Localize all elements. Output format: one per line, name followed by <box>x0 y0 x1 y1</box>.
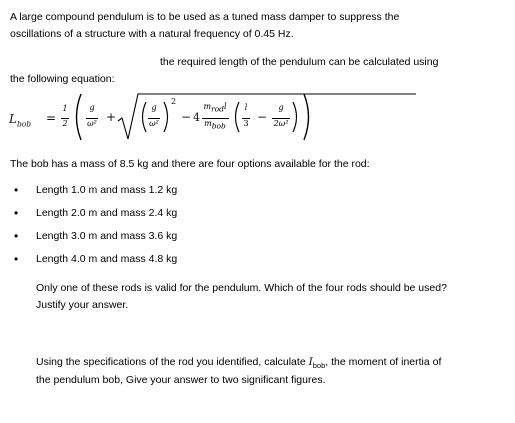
minus-sign: − <box>181 110 192 124</box>
big-open-paren <box>70 92 84 142</box>
intro-line-2: oscillations of a structure with a natural frequency of 0.45 Hz. <box>10 28 294 40</box>
list-item: Length 1.0 m and mass 1.2 kg <box>36 184 178 196</box>
intro-line-4: the following equation: <box>10 73 115 85</box>
list-item: Length 4.0 m and mass 4.8 kg <box>36 253 178 265</box>
intro-line-3: the required length of the pendulum can be calculated using <box>160 56 439 68</box>
intro-line-1: A large compound pendulum is to be used as a tuned mass damper to suppress the <box>10 11 400 23</box>
g-over-2omega-den: 2ω² <box>273 119 289 128</box>
list-item: Length 3.0 m and mass 3.6 kg <box>36 230 178 242</box>
bullet-icon: • <box>14 206 19 220</box>
l-over-3-den: 3 <box>243 119 249 128</box>
bullet-icon: • <box>14 252 19 266</box>
close-paren-3 <box>291 100 301 134</box>
inner-g-num: g <box>151 103 157 112</box>
list-item: Length 2.0 m and mass 2.4 kg <box>36 207 178 219</box>
g-over-omega-num: g <box>89 103 95 112</box>
bullet-icon: • <box>14 183 19 197</box>
half-denominator: 2 <box>62 119 68 128</box>
question-2-line-1: Using the specifications of the rod you identified, calculate $I_{bob}$, the moment of inertia of <box>36 356 442 371</box>
plus-sign: + <box>106 110 117 124</box>
question-1-line-1: Only one of these rods is valid for the pendulum. Which of the four rods should be used? <box>36 282 447 294</box>
four-coefficient: 4 <box>193 111 200 124</box>
big-close-paren <box>301 92 315 142</box>
g-over-2omega-num: g <box>278 103 284 112</box>
bob-mass-text: The bob has a mass of 8.5 kg and there are four options available for the rod: <box>10 158 370 170</box>
mbob-denominator: $m_{bob}$ <box>204 119 226 131</box>
minus-sign-2: − <box>257 110 268 124</box>
g-over-omega-den: ω² <box>87 119 97 128</box>
bullet-icon: • <box>14 229 19 243</box>
square-exponent: 2 <box>171 97 177 106</box>
l-over-3-num: l <box>244 103 248 112</box>
inertia-symbol: $I_{bob}$ <box>308 356 326 371</box>
inner-g-den: ω² <box>149 119 159 128</box>
equals-sign: = <box>46 111 57 125</box>
equation-lhs: $L_{bob}$ <box>9 112 32 129</box>
question-1-line-2: Justify your answer. <box>36 299 129 311</box>
pendulum-length-equation <box>0 90 515 150</box>
mrod-l-numerator: $m_{rod}l$ <box>203 102 227 114</box>
question-2-line-2: the pendulum bob, Give your answer to two significant figures. <box>36 374 326 386</box>
rod-options-list <box>0 183 515 273</box>
half-numerator: 1 <box>62 104 68 113</box>
